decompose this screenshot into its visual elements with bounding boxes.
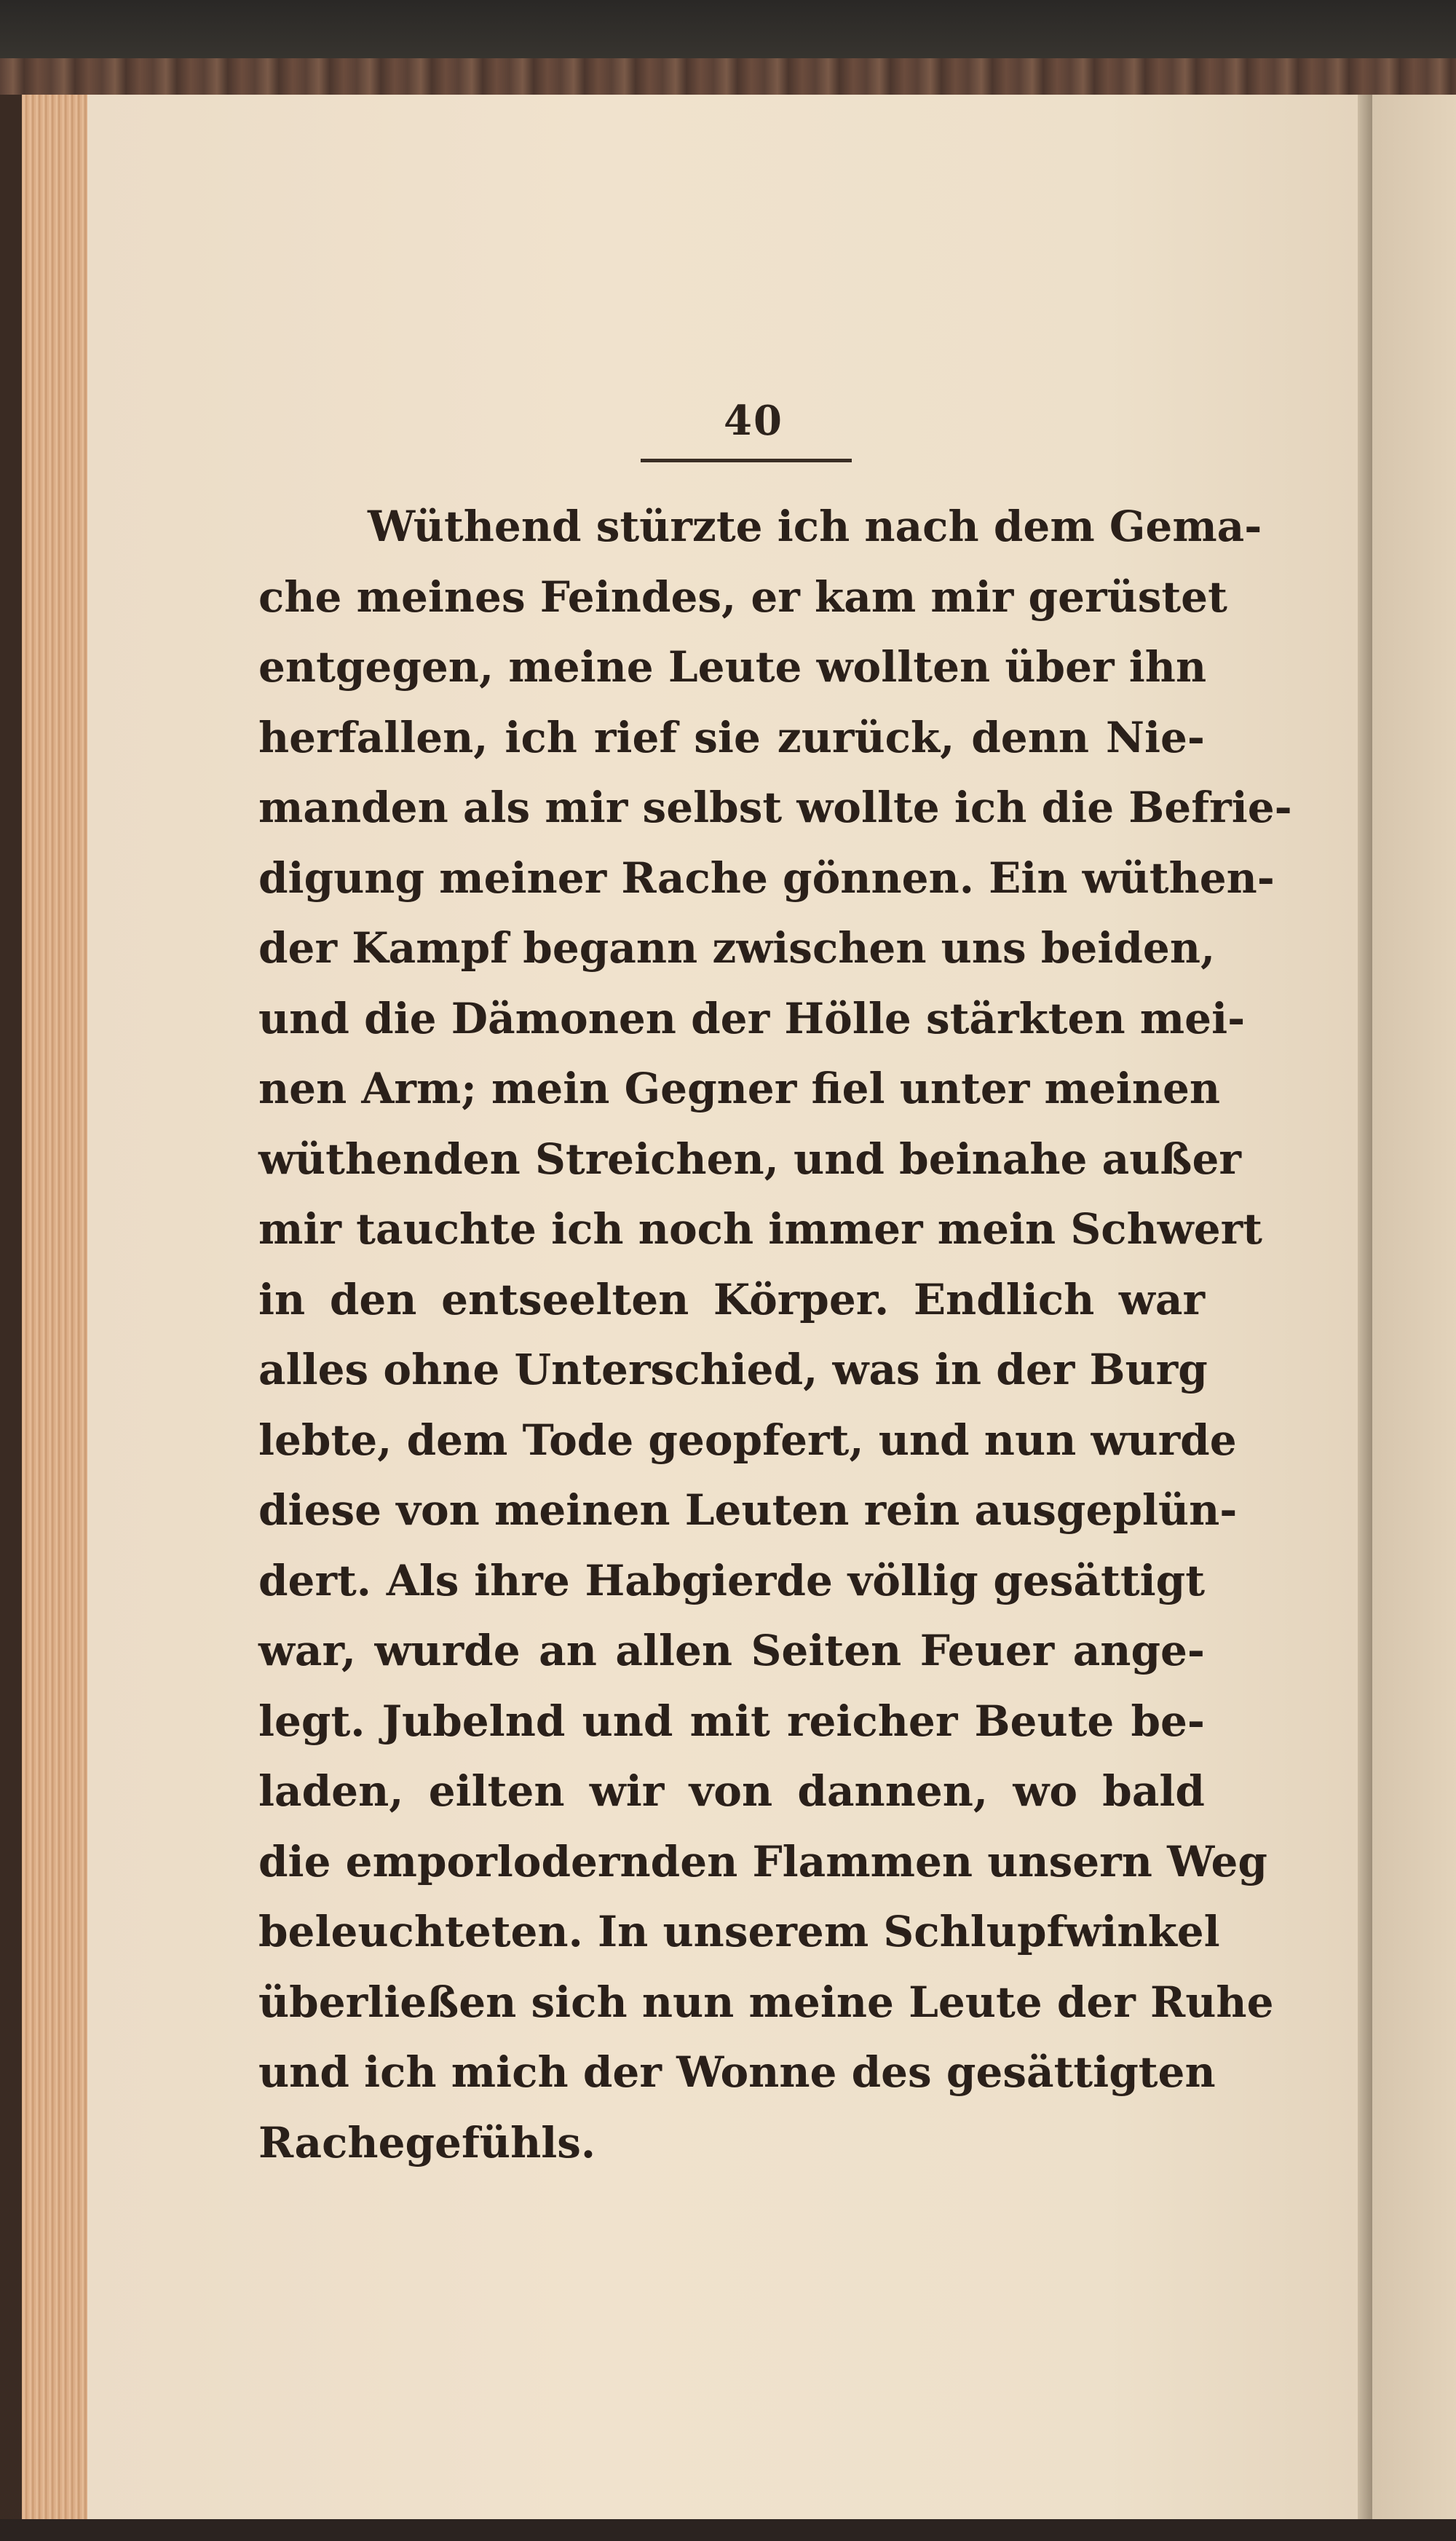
text-line: beleuchteten. In unserem Schlupfwinkel: [258, 1907, 1220, 1956]
text-line: und die Dämonen der Hölle stärkten mei-: [258, 993, 1246, 1043]
facing-page-sliver: [1372, 95, 1456, 2519]
text-line: che meines Feindes, er kam mir gerüstet: [258, 572, 1227, 622]
book-cover-edge: [0, 58, 1456, 97]
text-line: überließen sich nun meine Leute der Ruhe: [258, 1977, 1274, 2027]
text-line: in den entseelten Körper. Endlich war: [258, 1274, 1205, 1324]
page-number: 40: [724, 397, 783, 445]
page-stack-edge: [22, 95, 89, 2519]
cover-left-edge: [0, 95, 22, 2541]
text-line: manden als mir selbst wollte ich die Befrie-: [258, 783, 1292, 832]
text-line: laden, eilten wir von dannen, wo bald: [258, 1766, 1205, 1816]
text-line: Rachegefühls.: [258, 2117, 596, 2167]
text-line: Wüthend stürzte ich nach dem Gema-: [368, 502, 1262, 551]
background-bottom: [0, 2519, 1456, 2541]
text-line: lebte, dem Tode geopfert, und nun wurde: [258, 1415, 1237, 1465]
text-line: entgegen, meine Leute wollten über ihn: [258, 642, 1207, 692]
text-line: dert. Als ihre Habgierde völlig gesättigt: [258, 1555, 1205, 1605]
text-line: und ich mich der Wonne des gesättigten: [258, 2047, 1216, 2097]
header-rule: [641, 459, 852, 462]
background-strip: [0, 0, 1456, 58]
text-line: digung meiner Rache gönnen. Ein wüthen-: [258, 853, 1275, 903]
text-line: mir tauchte ich noch immer mein Schwert: [258, 1204, 1262, 1254]
text-line: war, wurde an allen Seiten Feuer ange-: [258, 1626, 1205, 1675]
text-line: alles ohne Unterschied, was in der Burg: [258, 1345, 1208, 1394]
text-line: legt. Jubelnd und mit reicher Beute be-: [258, 1696, 1205, 1746]
text-line: der Kampf begann zwischen uns beiden,: [258, 923, 1216, 973]
text-line: diese von meinen Leuten rein ausgeplün-: [258, 1485, 1238, 1535]
text-line: herfallen, ich rief sie zurück, denn Nie-: [258, 712, 1205, 762]
text-line: wüthenden Streichen, und beinahe außer: [258, 1134, 1241, 1184]
body-text: [258, 491, 1292, 2178]
text-line: die emporlodernden Flammen unsern Weg: [258, 1836, 1267, 1886]
text-line: nen Arm; mein Gegner fiel unter meinen: [258, 1064, 1221, 1113]
page-gutter: [1358, 95, 1372, 2519]
